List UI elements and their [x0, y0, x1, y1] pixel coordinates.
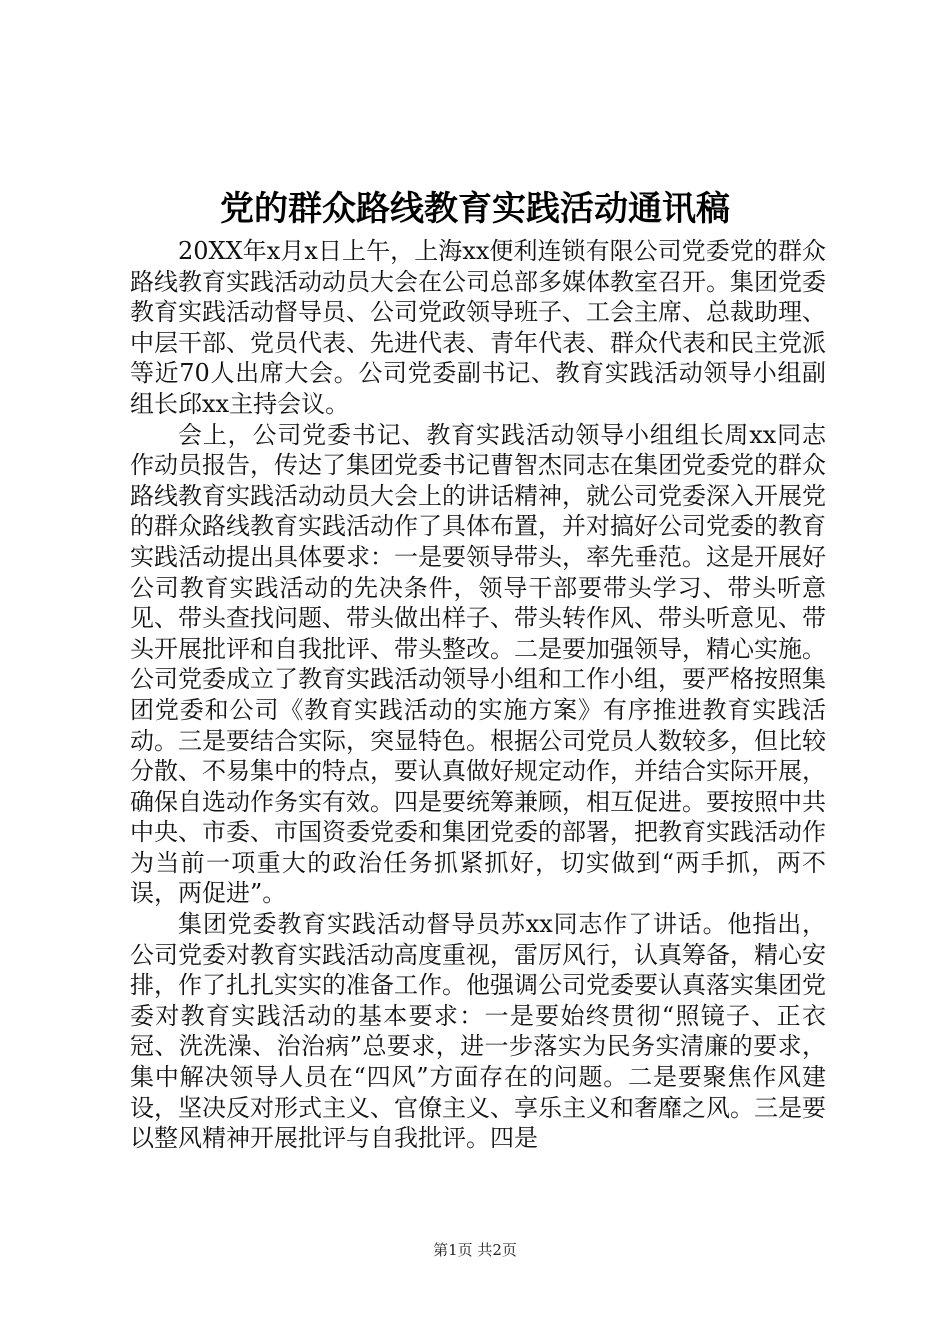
page-footer: 第1页 共2页 — [433, 1241, 517, 1259]
paragraph-1: 20XX年x月x日上午，上海xx便利连锁有限公司党委党的群众路线教育实践活动动员大会在公司总部多媒体教室召开。集团党委教育实践活动督导员、公司党政领导班子、工会主席、总裁助理、中层干部、党员代表、先进代表、青年代表、群众代表和民主党派等近70人出席大会。公司党委副书记、教育实践活动领导小组副组长邱xx主持会议。 — [130, 237, 826, 418]
document-body — [130, 236, 826, 1154]
document-title: 党的群众路线教育实践活动通讯稿 — [220, 189, 730, 229]
paragraph-3: 集团党委教育实践活动督导员苏xx同志作了讲话。他指出，公司党委对教育实践活动高度重视，雷厉风行，认真筹备，精心安排，作了扎扎实实的准备工作。他强调公司党委要认真落实集团党委对教育实践活动的基本要求：一是要始终贯彻“照镜子、正衣冠、洗洗澡、治治病”总要求，进一步落实为民务实清廉的要求，集中解决领导人员在“四风”方面存在的问题。二是要聚焦作风建设，坚决反对形式主义、官僚主义、享乐主义和奢靡之风。三是要以整风精神开展批评与自我批评。四是 — [130, 910, 826, 1153]
paragraph-2: 会上，公司党委书记、教育实践活动领导小组组长周xx同志作动员报告，传达了集团党委书记曹智杰同志在集团党委党的群众路线教育实践活动动员大会上的讲话精神，就公司党委深入开展党的群众路线教育实践活动作了具体布置，并对搞好公司党委的教育实践活动提出具体要求：一是要领导带头，率先垂范。这是开展好公司教育实践活动的先决条件，领导干部要带头学习、带头听意见、带头查找问题、带头做出样子、带头转作风、带头听意见、带头开展批评和自我批评、带头整改。二是要加强领导，精心实施。公司党委成立了教育实践活动领导小组和工作小组，要严格按照集团党委和公司《教育实践活动的实施方案》有序推进教育实践活动。三是要结合实际，突显特色。根据公司党员人数较多，但比较分散、不易集中的特点，要认真做好规定动作，并结合实际开展，确保自选动作务实有效。四是要统筹兼顾，相互促进。要按照中共中央、市委、市国资委党委和集团党委的部署，把教育实践活动作为当前一项重大的政治任务抓紧抓好，切实做到“两手抓，两不误，两促进”。 — [130, 420, 826, 908]
